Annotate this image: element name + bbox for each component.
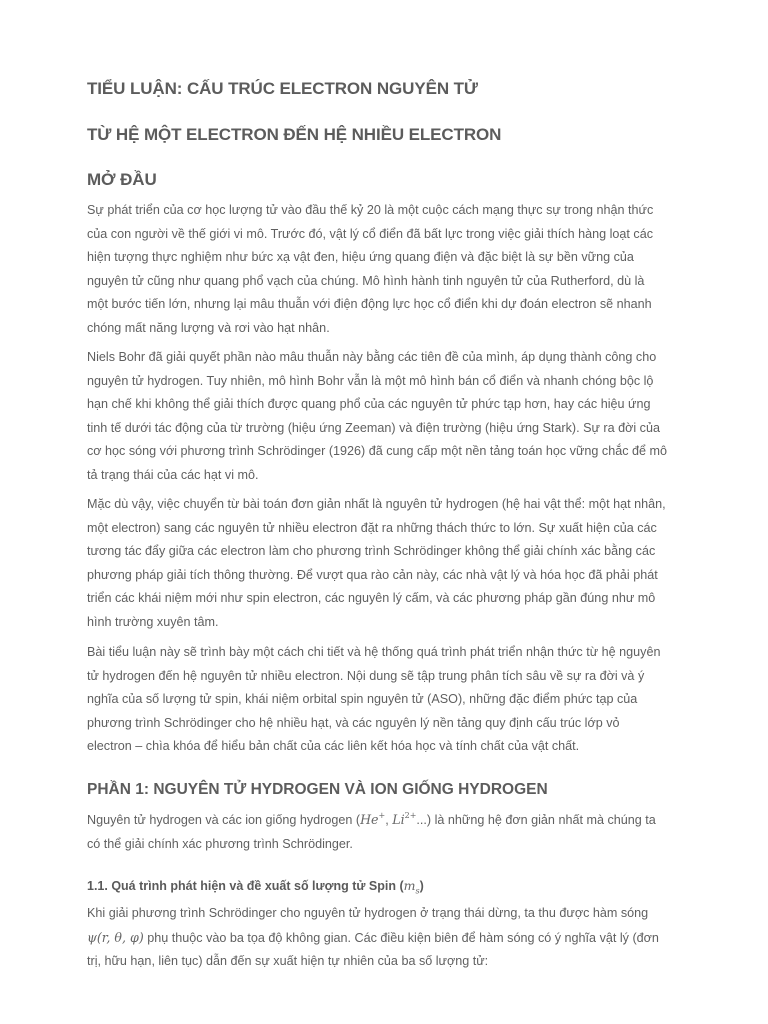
math-superscript: +: [378, 811, 386, 820]
text-line: [87, 808, 675, 833]
text-line: tinh tế dưới tác động của từ trường (hiệu ứng Zeeman) và điện trường (hiệu ứng Stark). Sự ra đời của: [87, 420, 660, 435]
text-line: nghĩa của số lượng tử spin, khái niệm orbital spin nguyên tử (ASO), những đặc điểm phức tạp của: [87, 692, 638, 706]
math-li-ion: [392, 812, 416, 827]
text-line: chóng mất năng lượng và rơi vào hạt nhân.: [87, 320, 330, 335]
text-line: [87, 926, 675, 951]
text-line: nguyên tử cũng như quang phổ vạch của chúng. Mô hình hành tinh nguyên tử của Rutherford, dù là: [87, 273, 645, 288]
text-line: một bước tiến lớn, nhưng lại mâu thuẫn với điện động lực học cổ điển khi dự đoán electron sẽ nhanh: [87, 297, 652, 311]
math-ms: [403, 878, 420, 896]
heading-text: ): [419, 879, 424, 893]
intro-paragraph-2: [87, 346, 675, 487]
text-line: Mặc dù vậy, việc chuyển từ bài toán đơn giản nhất là nguyên tử hydrogen (hệ hai vật thể: một hạt nhân,: [87, 497, 666, 511]
section-1-1-paragraph: [87, 902, 675, 974]
text-line: Khi giải phương trình Schrödinger cho nguyên tử hydrogen ở trạng thái dừng, ta thu được hàm sóng: [87, 906, 649, 920]
text-line: triển các khái niệm mới như spin electron, các nguyên lý cấm, và các phương pháp gần đúng như mô: [87, 591, 656, 605]
intro-paragraph-4: [87, 641, 675, 759]
section-1-1-heading: [87, 878, 424, 896]
text-segment: ...) là những hệ đơn giản nhất mà chúng ta: [416, 813, 656, 827]
text-line: nguyên tử hydrogen. Tuy nhiên, mô hình Bohr vẫn là một mô hình bán cổ điển và nhanh chóng bộc lộ: [87, 373, 654, 388]
text-line: trị, hữu hạn, liên tục) dẫn đến sự xuất hiện tự nhiên của ba số lượng tử:: [87, 954, 489, 968]
text-segment: phụ thuộc vào ba tọa độ không gian. Các điều kiện biên để hàm sóng có ý nghĩa vật lý (đơn: [143, 930, 659, 945]
intro-paragraph-3: [87, 493, 675, 634]
text-line: Bài tiểu luận này sẽ trình bày một cách chi tiết và hệ thống quá trình phát triển nhận thức từ hệ nguyên: [87, 645, 661, 659]
text-line: phương pháp giải tích thông thường. Để vượt qua rào cản này, các nhà vật lý và hóa học đã phải phát: [87, 567, 658, 582]
text-line: Niels Bohr đã giải quyết phần nào mâu thuẫn này bằng các tiên đề của mình, áp dụng thành công cho: [87, 350, 657, 364]
text-line: tả trạng thái của các hạt vi mô.: [87, 467, 259, 482]
text-line: Sự phát triển của cơ học lượng tử vào đầu thế kỷ 20 là một cuộc cách mạng thực sự trong nhận thức: [87, 203, 654, 217]
math-symbol: Li: [392, 812, 405, 827]
document-title: TIỂU LUẬN: CẤU TRÚC ELECTRON NGUYÊN TỬ: [87, 79, 478, 98]
text-line: hình trường xuyên tâm.: [87, 614, 219, 629]
text-line: electron – chìa khóa để hiểu bản chất của các liên kết hóa học và tính chất của vật chất.: [87, 739, 580, 753]
math-he-ion: [360, 812, 385, 827]
math-superscript: 2+: [404, 811, 417, 820]
text-line: có thể giải chính xác phương trình Schrödinger.: [87, 836, 353, 851]
text-line: hiện tượng thực nghiệm như bức xạ vật đen, hiệu ứng quang điện và đặc biệt là sự bền vững của: [87, 250, 634, 264]
math-subscript: s: [415, 886, 420, 896]
part1-heading: PHẦN 1: NGUYÊN TỬ HYDROGEN VÀ ION GIỐNG HYDROGEN: [87, 781, 548, 798]
text-segment: ,: [385, 813, 393, 827]
text-line: tử hydrogen đến hệ nguyên tử nhiều electron. Nội dung sẽ tập trung phân tích sâu về sự ra đời và ý: [87, 668, 645, 683]
text-line: phương trình Schrödinger cho hệ nhiều hạt, và các nguyên lý nền tảng quy định cấu trúc lớp vỏ: [87, 715, 620, 730]
text-line: của con người về thế giới vi mô. Trước đó, vật lý cổ điển đã bất lực trong việc giải thích hàng loạt các: [87, 226, 653, 241]
math-wavefunction: ψ(r, θ, φ): [87, 929, 144, 945]
text-line: hạn chế khi không thể giải thích được quang phổ của các nguyên tử phức tạp hơn, hay các hiệu ứng: [87, 397, 651, 411]
text-segment: Nguyên tử hydrogen và các ion giống hydrogen (: [87, 813, 361, 827]
heading-text: 1.1. Quá trình phát hiện và đề xuất số lượng tử Spin (: [87, 879, 404, 893]
intro-paragraph-1: [87, 199, 675, 340]
text-line: một electron) sang các nguyên tử nhiều electron đặt ra những thách thức to lớn. Sự xuất hiện của các: [87, 520, 657, 535]
document-subtitle: TỪ HỆ MỘT ELECTRON ĐẾN HỆ NHIỀU ELECTRON: [87, 125, 502, 144]
text-line: tương tác đẩy giữa các electron làm cho phương trình Schrödinger không thể giải chính xác bằng các: [87, 544, 656, 558]
part1-intro-paragraph: [87, 808, 675, 856]
text-line: cơ học sóng với phương trình Schrödinger (1926) đã cung cấp một nền tảng toán học vững chắc để mô: [87, 444, 668, 458]
intro-heading: MỞ ĐẦU: [87, 170, 157, 189]
math-symbol: m: [403, 878, 416, 893]
math-symbol: He: [360, 812, 379, 827]
